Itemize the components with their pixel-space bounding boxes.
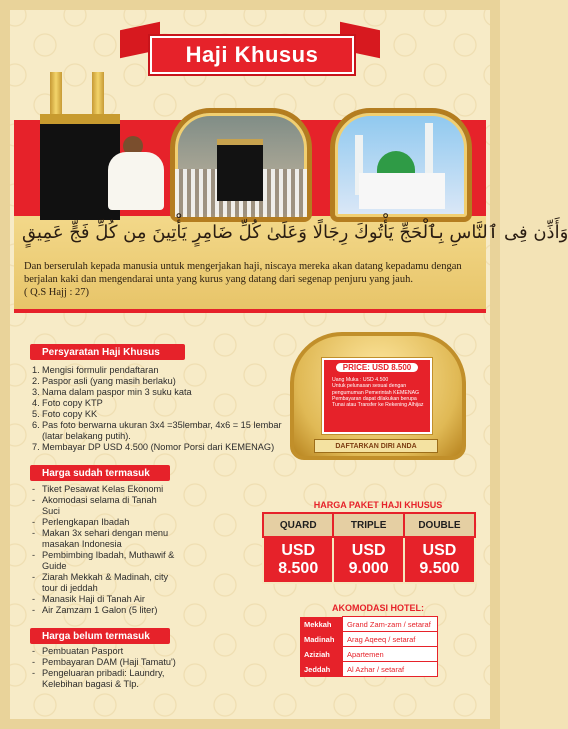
hotel-name: Al Azhar / setaraf <box>343 662 438 677</box>
hotel-city: Aziziah <box>300 647 343 662</box>
kaaba-photo-icon <box>217 139 263 201</box>
price-note: Untuk pelunasan sesuai dengan pengumuman Pemerintah KEMENAG <box>332 383 420 396</box>
mosque-icon <box>359 173 445 209</box>
quran-translation <box>24 260 476 299</box>
price-notes <box>332 377 424 408</box>
included-list <box>32 484 177 616</box>
excluded-list <box>32 646 192 690</box>
table-row <box>300 632 438 647</box>
pilgrim-icon <box>108 152 164 210</box>
price-note: Pembayaran dapat dilakukan berupa Tunai atau Transfer ke Rekening Alhijaz <box>332 395 424 409</box>
table-header: QUARD <box>263 513 333 537</box>
table-row <box>300 662 438 677</box>
list-item: 5. Foto copy KK <box>32 409 98 419</box>
list-item: - Makan 3x sehari dengan menu masakan Indonesia <box>32 528 169 549</box>
table-header: DOUBLE <box>404 513 475 537</box>
price-info-box <box>322 358 432 434</box>
table-header: TRIPLE <box>333 513 403 537</box>
table-cell: USD 9.500 <box>404 537 475 583</box>
kaaba-photo-frame <box>170 108 312 222</box>
list-item: - Akomodasi selama di Tanah Suci <box>32 495 157 516</box>
list-item: - Manasik Haji di Tanah Air <box>32 594 145 604</box>
kaaba-pilgrim-illustration <box>30 72 170 210</box>
hotel-city: Mekkah <box>300 617 343 632</box>
list-item: - Perlengkapan Ibadah <box>32 517 130 527</box>
hotel-name: Apartemen <box>343 647 438 662</box>
list-item: 2. Paspor asli (yang masih berlaku) <box>32 376 176 386</box>
hotels-title: AKOMODASI HOTEL: <box>332 603 424 613</box>
list-item: - Pembimbing Ibadah, Muthawif & Guide <box>32 550 175 571</box>
register-button[interactable]: DAFTARKAN DIRI ANDA <box>314 439 438 453</box>
package-prices-title: HARGA PAKET HAJI KHUSUS <box>313 500 443 510</box>
hotels-table <box>300 616 438 677</box>
requirements-title: Persyaratan Haji Khusus <box>30 344 185 360</box>
list-item: - Pembayaran DAM (Haji Tamatu') <box>32 657 176 667</box>
hotel-name: Arag Aqeeq / setaraf <box>343 632 438 647</box>
list-item: 1. Mengisi formulir pendaftaran <box>32 365 159 375</box>
hotel-city: Jeddah <box>300 662 343 677</box>
translation-reference: ( Q.S Hajj : 27) <box>24 287 90 298</box>
price-title: PRICE: USD 8.500 <box>336 363 418 372</box>
list-item: - Tiket Pesawat Kelas Ekonomi <box>32 484 164 494</box>
page-title: Haji Khusus <box>150 36 354 74</box>
list-item: 7. Membayar DP USD 4.500 (Nomor Porsi dari KEMENAG) <box>32 442 275 452</box>
requirements-list <box>32 365 282 453</box>
included-title: Harga sudah termasuk <box>30 465 170 481</box>
list-item: - Pembuatan Pasport <box>32 646 124 656</box>
translation-text: Dan berserulah kepada manusia untuk mengerjakan haji, niscaya mereka akan datang kepadamu dengan berjalan kaki dan mengendarai unta yang kurus yang datang dari segenap penjuru yang jauh. <box>24 261 462 285</box>
list-item: - Air Zamzam 1 Galon (5 liter) <box>32 605 158 615</box>
hotel-name: Grand Zam-zam / setaraf <box>343 617 438 632</box>
list-item: 4. Foto copy KTP <box>32 398 103 408</box>
package-prices-table <box>262 512 476 584</box>
bottom-divider-line <box>14 309 486 313</box>
list-item: 6. Pas foto berwarna ukuran 3x4 =35lembar, 4x6 = 15 lembar (latar belakang putih). <box>32 420 282 441</box>
table-row <box>300 617 438 632</box>
hotel-city: Madinah <box>300 632 343 647</box>
list-item: 3. Nama dalam paspor min 3 suku kata <box>32 387 192 397</box>
list-item: - Ziarah Mekkah & Madinah, city tour di jeddah <box>32 572 169 593</box>
excluded-title: Harga belum termasuk <box>30 628 170 644</box>
price-note: Uang Muka : USD 4.500 <box>332 377 389 383</box>
table-cell: USD 8.500 <box>263 537 333 583</box>
madinah-photo-frame <box>330 108 472 222</box>
table-cell: USD 9.000 <box>333 537 403 583</box>
quran-verse-arabic: وَأَذِّن فِى ٱلنَّاسِ بِٱلْحَجِّ يَأْتُوكَ رِجَالًا وَعَلَىٰ كُلِّ ضَامِرٍ يَأْتِينَ مِن كُلِّ فَجٍّ عَمِيقٍ <box>22 222 568 243</box>
table-row <box>300 647 438 662</box>
list-item: - Pengeluaran pribadi: Laundry, Kelebihan bagasi & Tlp. <box>32 668 165 689</box>
